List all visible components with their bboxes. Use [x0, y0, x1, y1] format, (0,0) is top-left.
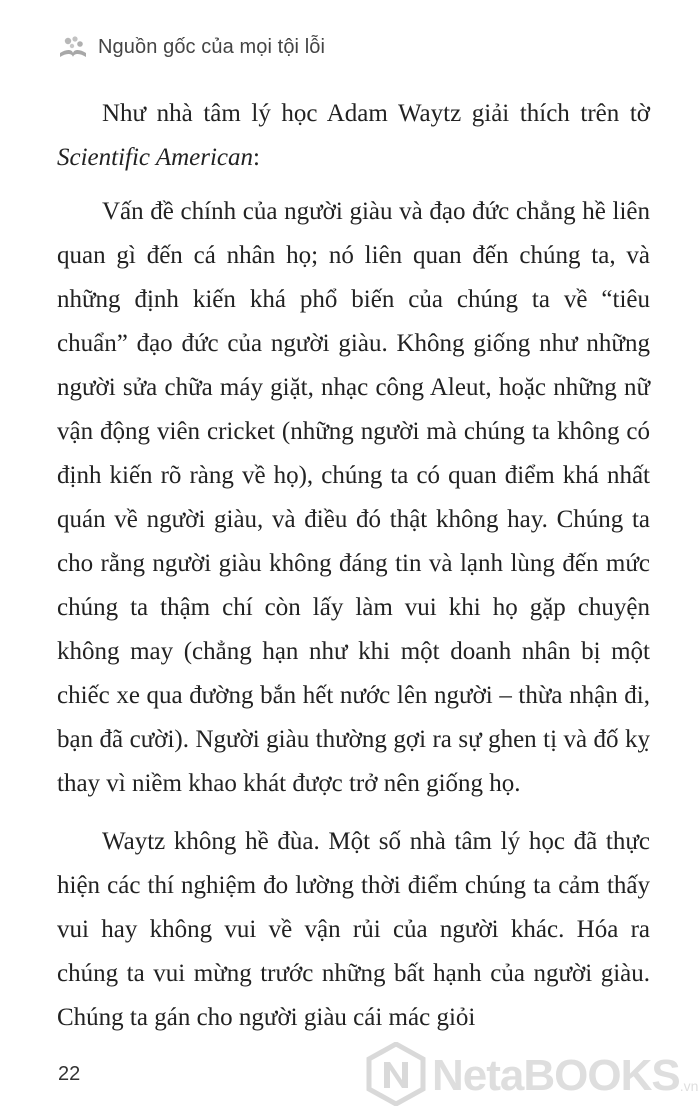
page-header [58, 30, 325, 64]
running-title: Nguồn gốc của mọi tội lỗi [98, 35, 326, 58]
publisher-watermark [366, 1040, 699, 1112]
intro-suffix: : [253, 144, 260, 171]
book-ornament-icon [58, 33, 88, 61]
publication-title: Scientific American [57, 144, 254, 171]
intro-paragraph [57, 92, 650, 180]
watermark-brand: NetaBOOKS [432, 1051, 680, 1100]
intro-text: Như nhà tâm lý học Adam Waytz giải thích trên tờ [102, 100, 650, 127]
netabooks-logo-icon [366, 1042, 426, 1111]
watermark-suffix: .vn [679, 1078, 699, 1094]
body-paragraph: Waytz không hề đùa. Một số nhà tâm lý học đã thực hiện các thí nghiệm đo lường thời điểm chúng ta cảm thấy vui hay không vui về vận rủi của người khác. Hóa ra chúng ta vui mừng trước những bất hạnh của người giàu. Chúng ta gán cho người giàu cái mác giỏi [57, 828, 650, 1031]
page-number: 22 [58, 1063, 81, 1085]
quoted-passage: Vấn đề chính của người giàu và đạo đức chẳng hề liên quan gì đến cá nhân họ; nó liên quan đến chúng ta, và những định kiến khá phổ biến của chúng ta về “tiêu chuẩn” đạo đức của người giàu. Không giống như những người sửa chữa máy giặt, nhạc công Aleut, hoặc những nữ vận động viên cricket (những người mà chúng ta không có định kiến rõ ràng về họ), chúng ta có quan điểm khá nhất quán về người giàu, và điều đó thật không hay. Chúng ta cho rằng người giàu không đáng tin và lạnh lùng đến mức chúng ta thậm chí còn lấy làm vui khi họ gặp chuyện không may (chẳng hạn như khi một doanh nhân bị một chiếc xe qua đường bắn hết nước lên người – thừa nhận đi, bạn đã cười). Người giàu thường gợi ra sự ghen tị và đố kỵ thay vì niềm khao khát được trở nên giống họ. [57, 198, 650, 797]
page-body [57, 92, 650, 1040]
